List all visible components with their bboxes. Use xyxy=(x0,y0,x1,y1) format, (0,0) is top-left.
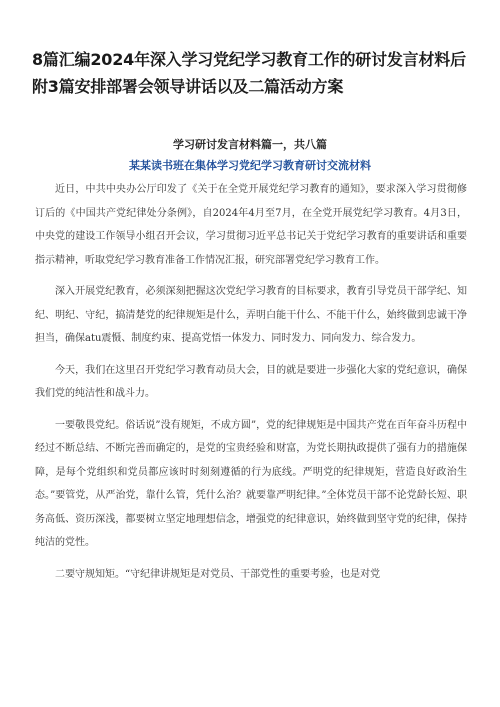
document-title: 8篇汇编2024年深入学习党纪学习教育工作的研讨发言材料后附3篇安排部署会领导讲话以及二篇活动方案 xyxy=(32,50,466,96)
document-body xyxy=(35,178,467,594)
body-paragraph: 一要敬畏党纪。俗话说”没有规矩，不成方圆”，党的纪律规矩是中国共产党在百年奋斗历程中经过不断总结、不断完善而确定的，是党的宝贵经验和财富，为党长期执政提供了强有力的措施保障，是每个党组织和党员都应该时时刻刻遵循的行为底线。严明党的纪律规矩，营造良好政治生态。”要管党，从严治党，靠什么管，凭什么治？就要靠严明纪律。”全体党员干部不论党龄长短、职务高低、资历深浅，都要树立坚定地理想信念，增强党的纪律意识，始终做到坚守党的纪律，保持纯洁的党性。 xyxy=(35,419,467,548)
body-paragraph: 深入开展党纪教育，必须深刻把握这次党纪学习教育的目标要求，教育引导党员干部学纪、知纪、明纪、守纪，搞清楚党的纪律规矩是什么，弄明白能干什么、不能干什么，始终做到忠诚干净担当，确保atu震慑、制度约束、提高党悟一体发力、同时发力、同向发力、综合发力。 xyxy=(35,286,467,344)
section-title: 学习研讨发言材料篇一，共八篇 xyxy=(173,138,327,151)
body-paragraph: 二要守规知矩。“守纪律讲规矩是对党员、干部党性的重要考验，也是对党 xyxy=(55,568,381,580)
body-paragraph: 今天，我们在这里召开党纪学习教育动员大会，目的就是要进一步强化大家的党纪意识，确保我们党的纯洁性和战斗力。 xyxy=(35,364,467,399)
body-paragraph: 近日，中共中央办公厅印发了《关于在全党开展党纪学习教育的通知》，要求深入学习贯彻修订后的《中国共产党纪律处分条例》，自2024年4月至7月，在全党开展党纪学习教育。4月3日，中央党的建设工作领导小组召开会议，学习贯彻习近平总书记关于党纪学习教育的重要讲话和重要指示精神，听取党纪学习教育准备工作情况汇报，研究部署党纪学习教育工作。 xyxy=(35,184,467,266)
document-subtitle: 某某读书班在集体学习党纪学习教育研讨交流材料 xyxy=(129,159,371,172)
